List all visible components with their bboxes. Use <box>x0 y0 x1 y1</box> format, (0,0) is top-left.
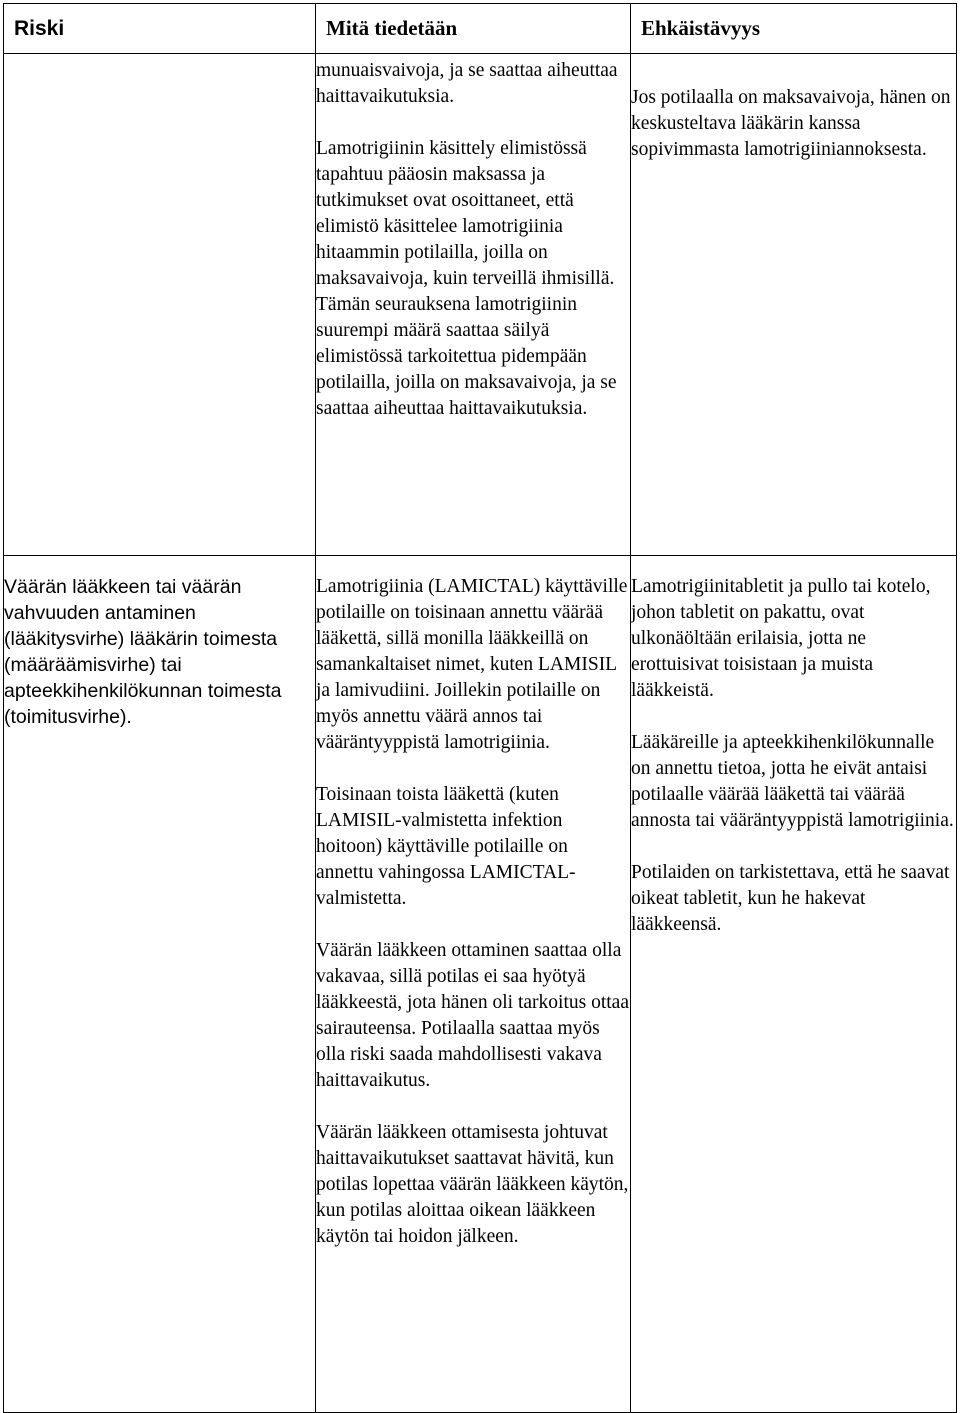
prevent-paragraph: Potilaiden on tarkistettava, että he saavat oikeat tabletit, kun he hakevat lääkkeensä. <box>631 862 950 935</box>
risk-text: Väärän lääkkeen tai väärän vahvuuden antaminen (lääkitysvirhe) lääkärin toimesta (määräämisvirhe) tai apteekkihenkilökunnan toimesta (toimitusvirhe). <box>4 576 282 728</box>
risk-cell <box>4 54 316 556</box>
prevent-paragraph: Jos potilaalla on maksavaivoja, hänen on keskusteltava lääkärin kanssa sopivimmasta lamotrigiiniannoksesta. <box>631 87 951 160</box>
known-paragraph: Väärän lääkkeen ottaminen saattaa olla vakavaa, sillä potilas ei saa hyötyä lääkkeestä, jota hänen oli tarkoitus ottaa sairauteensa. Potilaalla saattaa myös olla riski saada mahdollisesti vakava haittavaikutus. <box>316 940 629 1091</box>
known-cell <box>316 556 631 1413</box>
header-risk: Riski <box>4 4 316 54</box>
header-known: Mitä tiedetään <box>316 4 631 54</box>
table-row <box>4 54 957 556</box>
document-page <box>3 3 956 1377</box>
prevent-cell <box>631 556 957 1413</box>
known-paragraph: Lamotrigiinin käsittely elimistössä tapahtuu pääosin maksassa ja tutkimukset ovat osoittaneet, että elimistö käsittelee lamotrigiinia hitaammin potilailla, joilla on maksavaivoja, kuin terveillä ihmisillä. Tämän seurauksena lamotrigiinin suurempi määrä saattaa säilyä elimistössä tarkoitettua pidempään potilailla, joilla on maksavaivoja, ja se saattaa aiheuttaa haittavaikutuksia. <box>316 138 617 419</box>
known-paragraph: Toisinaan toista lääkettä (kuten LAMISIL-valmistetta infektion hoitoon) käyttäville potilaille on annettu vahingossa LAMICTAL-valmistetta. <box>316 784 576 909</box>
known-paragraph: Väärän lääkkeen ottamisesta johtuvat haittavaikutukset saattavat hävitä, kun potilas lopettaa väärän lääkkeen käytön, kun potilas aloittaa oikean lääkkeen käytön tai hoidon jälkeen. <box>316 1122 629 1247</box>
header-prevent: Ehkäistävyys <box>631 4 957 54</box>
known-paragraph: Lamotrigiinia (LAMICTAL) käyttäville potilaille on toisinaan annettu väärää lääkettä, sillä monilla lääkkeillä on samankaltaiset nimet, kuten LAMISIL ja lamivudiini. Joillekin potilaille on myös annettu väärä annos tai vääräntyyppistä lamotrigiinia. <box>316 576 628 753</box>
known-paragraph: munuaisvaivoja, ja se saattaa aiheuttaa haittavaikutuksia. <box>316 60 618 107</box>
table-row <box>4 556 957 1413</box>
table-header-row <box>4 4 957 54</box>
prevent-paragraph: Lääkäreille ja apteekkihenkilökunnalle on annettu tietoa, jotta he eivät antaisi potilaalle väärää lääkettä tai väärää annosta tai vääräntyyppistä lamotrigiinia. <box>631 732 954 831</box>
known-cell <box>316 54 631 556</box>
risk-cell <box>4 556 316 1413</box>
risk-table <box>3 3 957 1413</box>
prevent-paragraph: Lamotrigiinitabletit ja pullo tai kotelo, johon tabletit on pakattu, ovat ulkonäöltään erilaisia, jotta ne erottuisivat toisistaan ja muista lääkkeistä. <box>631 576 931 701</box>
prevent-cell <box>631 54 957 556</box>
